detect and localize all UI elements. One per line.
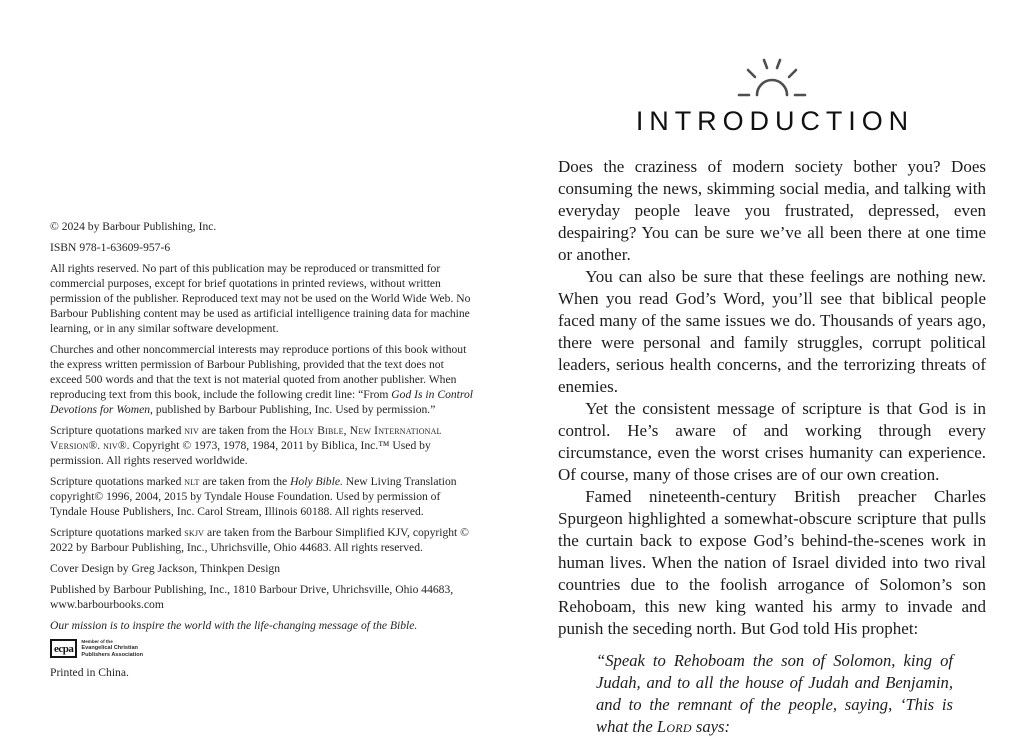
intro-paragraph-4: Famed nineteenth-century British preacher Charles Spurgeon highlighted a somewhat-obscure scripture that pulls the curtain back to expose God’s behind-the-scenes work in human lives. When the nation of Israel divided into two rival countries due to the foolish arrogance of Solomon’s son Rehoboam, this new king wanted his army to invade and punish the seceding north. But God told His prophet: <box>558 487 986 638</box>
mission-statement-line: Our mission is to inspire the world with the life-changing message of the Bible. <box>50 619 418 632</box>
publisher-address-line: Published by Barbour Publishing, Inc., 1810 Barbour Drive, Uhrichsville, Ohio 44683, www.barbourbooks.com <box>50 583 454 611</box>
ecpa-logo-mark: ecpa <box>50 639 77 658</box>
ecpa-member-line: Publishers Association <box>81 651 144 658</box>
right-page-introduction <box>558 55 986 738</box>
printed-in-line: Printed in China. <box>50 666 129 680</box>
introduction-body <box>558 156 986 738</box>
ecpa-member-text <box>81 639 143 658</box>
scripture-quote: “Speak to Rehoboam the son of Solomon, king of Judah, and to all the house of Judah and Benjamin, and to the remnant of the people, saying, ‘This is what the Lord says: <box>596 651 953 736</box>
ecpa-member-line: Member of the <box>81 639 113 644</box>
cover-design-line: Cover Design by Greg Jackson, Thinkpen Design <box>50 562 281 575</box>
churches-paragraph: Churches and other noncommercial interests may reproduce portions of this book without the express written permission of Barbour Publishing, provided that the text does not exceed 500 words and that the text is not material quoted from another publisher. When reproducing text from this book, include the following credit line: “From God Is in Control Devotions for Women, published by Barbour Publishing, Inc. Used by permission.” <box>50 343 473 416</box>
ecpa-logo <box>50 639 478 658</box>
ecpa-member-line: Evangelical Christian <box>81 645 138 652</box>
intro-paragraph-2: You can also be sure that these feelings are nothing new. When you read God’s Word, you’ll see that biblical people faced many of the same issues we do. Thousands of years ago, there were personal and family struggles, corrupt political leaders, serious health concerns, and the terrorizing threats of enemies. <box>558 267 986 396</box>
skjv-credit-paragraph: Scripture quotations marked skjv are taken from the Barbour Simplified KJV, copyright © 2022 by Barbour Publishing, Inc., Uhrichsville, Ohio 44683. All rights reserved. <box>50 526 469 554</box>
isbn-line: ISBN 978-1-63609-957-6 <box>50 241 171 254</box>
rising-sun-icon <box>735 55 809 101</box>
rights-paragraph: All rights reserved. No part of this publication may be reproduced or transmitted for commercial purposes, except for brief quotations in printed reviews, without written permission of the publisher. Reproduced text may not be used on the World Wide Web. No Barbour Publishing content may be used as artificial intelligence training data for machine learning, or in any similar software development. <box>50 262 471 335</box>
left-page-copyright <box>50 219 478 686</box>
niv-credit-paragraph: Scripture quotations marked niv are taken from the Holy Bible, New International Version®. niv®. Copyright © 1973, 1978, 1984, 2011 by Biblica, Inc.™ Used by permission. All rights reserved worldwide. <box>50 424 442 467</box>
intro-paragraph-1: Does the craziness of modern society bother you? Does consuming the news, skimming social media, and talking with everyday people leave you frustrated, depressed, even despairing? You can be sure we’ve all been there at one time or another. <box>558 157 986 264</box>
nlt-credit-paragraph: Scripture quotations marked nlt are taken from the Holy Bible. New Living Translation copyright© 1996, 2004, 2015 by Tyndale House Foundation. Used by permission of Tyndale House Publishers, Inc. Carol Stream, Illinois 60188. All rights reserved. <box>50 475 457 518</box>
copyright-line: © 2024 by Barbour Publishing, Inc. <box>50 220 217 233</box>
chapter-title: INTRODUCTION <box>635 106 915 136</box>
intro-paragraph-3: Yet the consistent message of scripture is that God is in control. He’s aware of and working through every circumstance, even the worst crises humanity can experience. Of course, many of those crises are of our own creation. <box>558 399 986 484</box>
